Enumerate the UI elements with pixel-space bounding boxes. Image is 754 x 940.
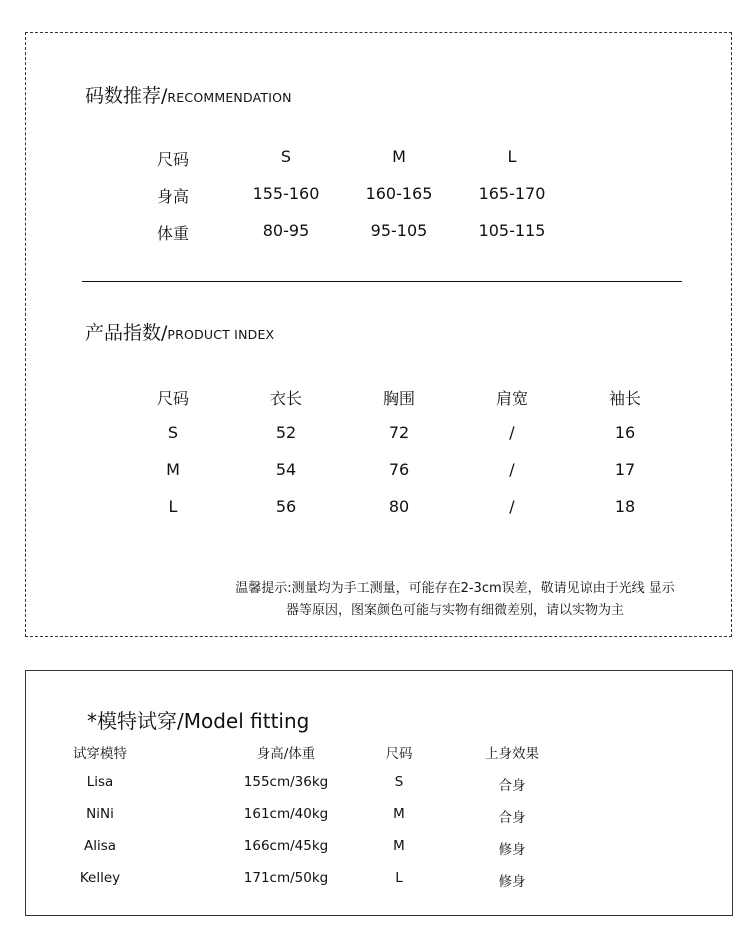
table-cell: 166cm/45kg [243, 838, 329, 854]
table-cell: / [509, 460, 515, 479]
table-cell: Lisa [86, 774, 114, 790]
table-cell: 52 [275, 423, 297, 442]
table-cell: 80-95 [262, 221, 310, 240]
table-cell: 胸围 [382, 389, 415, 408]
table-cell: 修身 [498, 874, 526, 890]
recommendation-title-cn: 码数推荐/ [85, 85, 168, 107]
model-fitting-title: *模特试穿/Model fitting [87, 709, 310, 733]
table-cell: 171cm/50kg [243, 870, 329, 886]
table-cell: S [394, 774, 404, 790]
table-cell: 161cm/40kg [243, 806, 329, 822]
table-cell: 54 [275, 460, 297, 479]
table-cell: NiNi [86, 806, 114, 822]
table-cell: Kelley [79, 870, 121, 886]
table-cell: 上身效果 [485, 746, 539, 762]
table-cell: 56 [275, 497, 297, 516]
table-cell: 160-165 [365, 184, 433, 203]
table-cell: 尺码 [385, 746, 413, 762]
measurement-note-line1: 温馨提示:测量均为手工测量，可能存在2-3cm误差，敬请见谅由于光线 显示 [235, 581, 675, 596]
table-cell: Alisa [83, 838, 117, 854]
table-cell: L [395, 870, 403, 886]
table-cell: 80 [388, 497, 410, 516]
recommendation-title [85, 81, 292, 108]
table-cell: M [392, 147, 406, 166]
table-cell: 身高 [156, 187, 189, 206]
table-cell: 身高/体重 [256, 746, 316, 762]
table-cell: 16 [614, 423, 636, 442]
table-cell: / [509, 423, 515, 442]
table-cell: / [509, 497, 515, 516]
table-cell: 体重 [156, 224, 189, 243]
table-cell: 17 [614, 460, 636, 479]
measurement-note-line2: 器等原因，图案颜色可能与实物有细微差别，请以实物为主 [285, 603, 624, 618]
table-cell: 76 [388, 460, 410, 479]
product-index-title [85, 318, 274, 345]
table-cell: 合身 [498, 778, 526, 794]
table-cell: 105-115 [478, 221, 546, 240]
table-cell: 合身 [498, 810, 526, 826]
table-cell: 18 [614, 497, 636, 516]
table-cell: 155-160 [252, 184, 320, 203]
table-cell: M [166, 460, 180, 479]
section-divider [82, 281, 682, 282]
table-cell: 修身 [498, 842, 526, 858]
table-cell: 试穿模特 [73, 746, 127, 762]
table-cell: 72 [388, 423, 410, 442]
table-cell: 95-105 [370, 221, 428, 240]
table-cell: 袖长 [608, 389, 641, 408]
table-cell: S [167, 423, 179, 442]
product-index-title-cn: 产品指数/ [85, 322, 168, 344]
table-cell: 155cm/36kg [243, 774, 329, 790]
table-cell: M [393, 838, 405, 854]
table-cell: 尺码 [156, 389, 189, 408]
recommendation-title-en: RECOMMENDATION [167, 90, 292, 105]
table-cell: M [393, 806, 405, 822]
table-cell: 衣长 [269, 389, 302, 408]
table-cell: 尺码 [156, 150, 189, 169]
table-cell: L [507, 147, 517, 166]
table-cell: 165-170 [478, 184, 546, 203]
table-cell: L [168, 497, 178, 516]
table-cell: S [280, 147, 292, 166]
table-cell: 肩宽 [495, 389, 528, 408]
product-index-title-en: PRODUCT INDEX [167, 327, 275, 342]
